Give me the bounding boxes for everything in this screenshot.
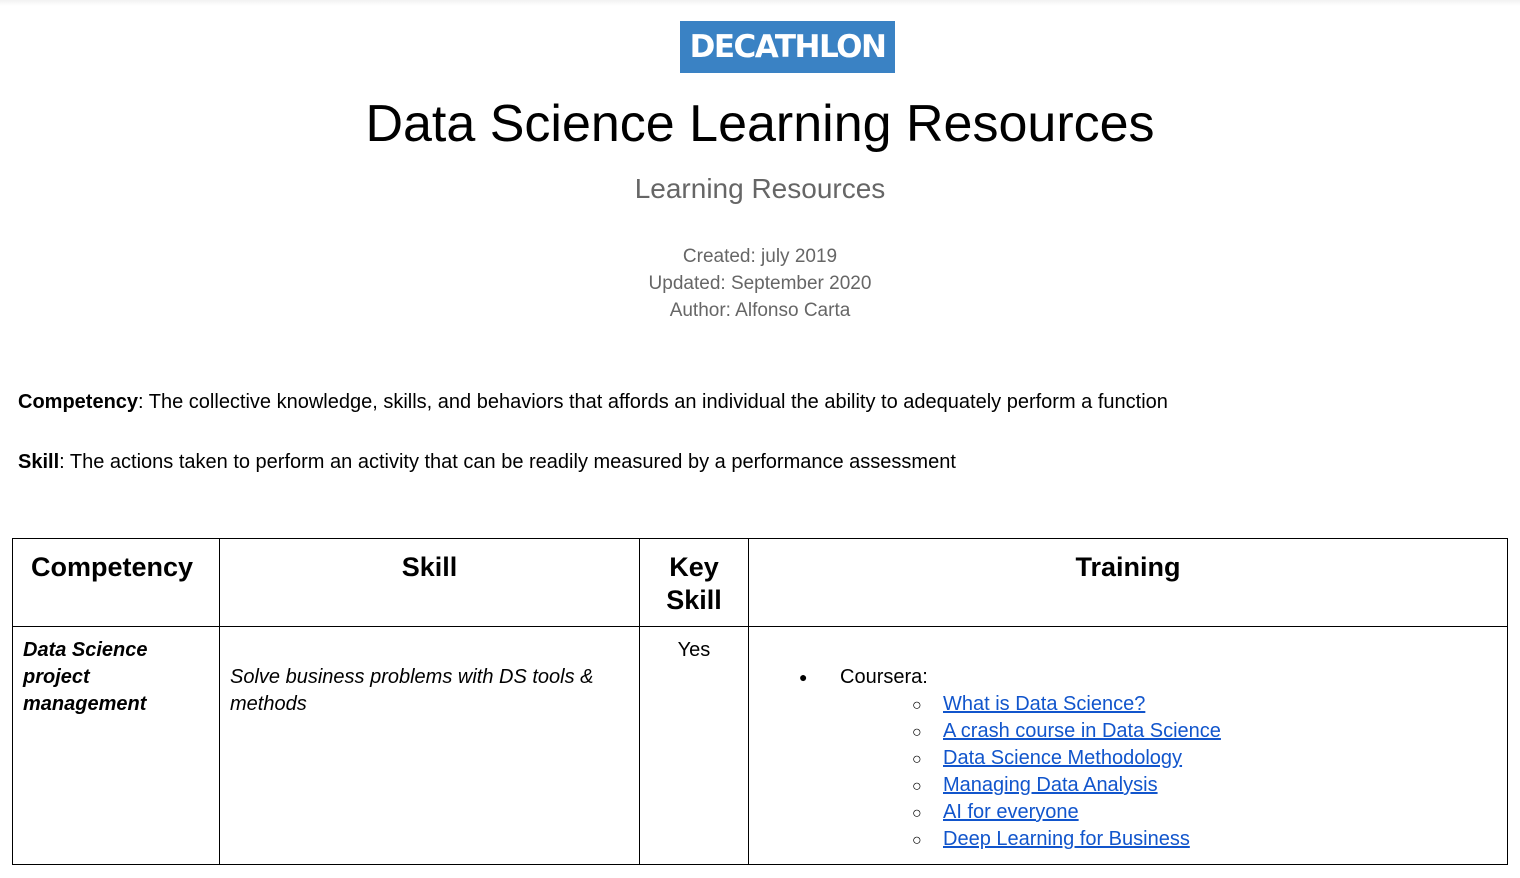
skill-term: Skill <box>18 451 60 473</box>
list-item <box>912 799 1497 826</box>
course-list <box>840 691 1497 853</box>
header-skill: Skill <box>220 539 640 627</box>
course-link-deep-learning-business[interactable]: Deep Learning for Business <box>943 828 1190 850</box>
cell-training <box>749 627 1508 865</box>
list-item <box>912 772 1497 799</box>
document-subtitle: Learning Resources <box>634 173 886 204</box>
header-key-skill <box>640 539 749 627</box>
header-training: Training <box>749 539 1508 627</box>
list-item <box>912 718 1497 745</box>
list-item <box>912 826 1497 853</box>
list-item <box>912 691 1497 718</box>
course-link-crash-course[interactable]: A crash course in Data Science <box>943 720 1221 742</box>
course-link-managing-data-analysis[interactable]: Managing Data Analysis <box>943 774 1158 796</box>
cell-competency: Data Science project management <box>13 627 220 865</box>
cell-skill: Solve business problems with DS tools & methods <box>220 627 640 865</box>
competency-table <box>12 538 1508 865</box>
table-row <box>13 627 1508 865</box>
course-link-what-is-data-science[interactable]: What is Data Science? <box>943 693 1146 715</box>
training-provider-item <box>799 664 1497 853</box>
training-list <box>759 637 1497 853</box>
logo-text: DECATHLON <box>689 29 886 65</box>
competency-definition <box>18 388 1168 416</box>
competency-definition-text: : The collective knowledge, skills, and behaviors that affords an individual the ability to adequately perform a function <box>138 391 1168 413</box>
page-top-edge <box>0 0 1520 6</box>
course-link-methodology[interactable]: Data Science Methodology <box>943 747 1183 769</box>
skill-definition <box>18 448 956 476</box>
skill-definition-text: : The actions taken to perform an activity that can be readily measured by a performance assessment <box>59 451 956 473</box>
training-provider-label: Coursera: <box>840 666 928 688</box>
table-header-row <box>13 539 1508 627</box>
created-date: Created: july 2019 <box>682 246 838 267</box>
document-title: Data Science Learning Resources <box>365 95 1155 153</box>
header-key-skill-line2: Skill <box>666 585 722 615</box>
competency-term: Competency <box>18 391 139 413</box>
header-key-skill-line1: Key <box>669 552 719 582</box>
course-link-ai-for-everyone[interactable]: AI for everyone <box>943 801 1079 823</box>
list-item <box>912 745 1497 772</box>
updated-date: Updated: September 2020 <box>648 273 872 294</box>
decathlon-logo <box>680 21 895 73</box>
cell-key-skill: Yes <box>640 627 749 865</box>
author: Author: Alfonso Carta <box>669 300 851 321</box>
header-competency: Competency <box>13 539 220 627</box>
document-meta <box>0 243 1520 324</box>
